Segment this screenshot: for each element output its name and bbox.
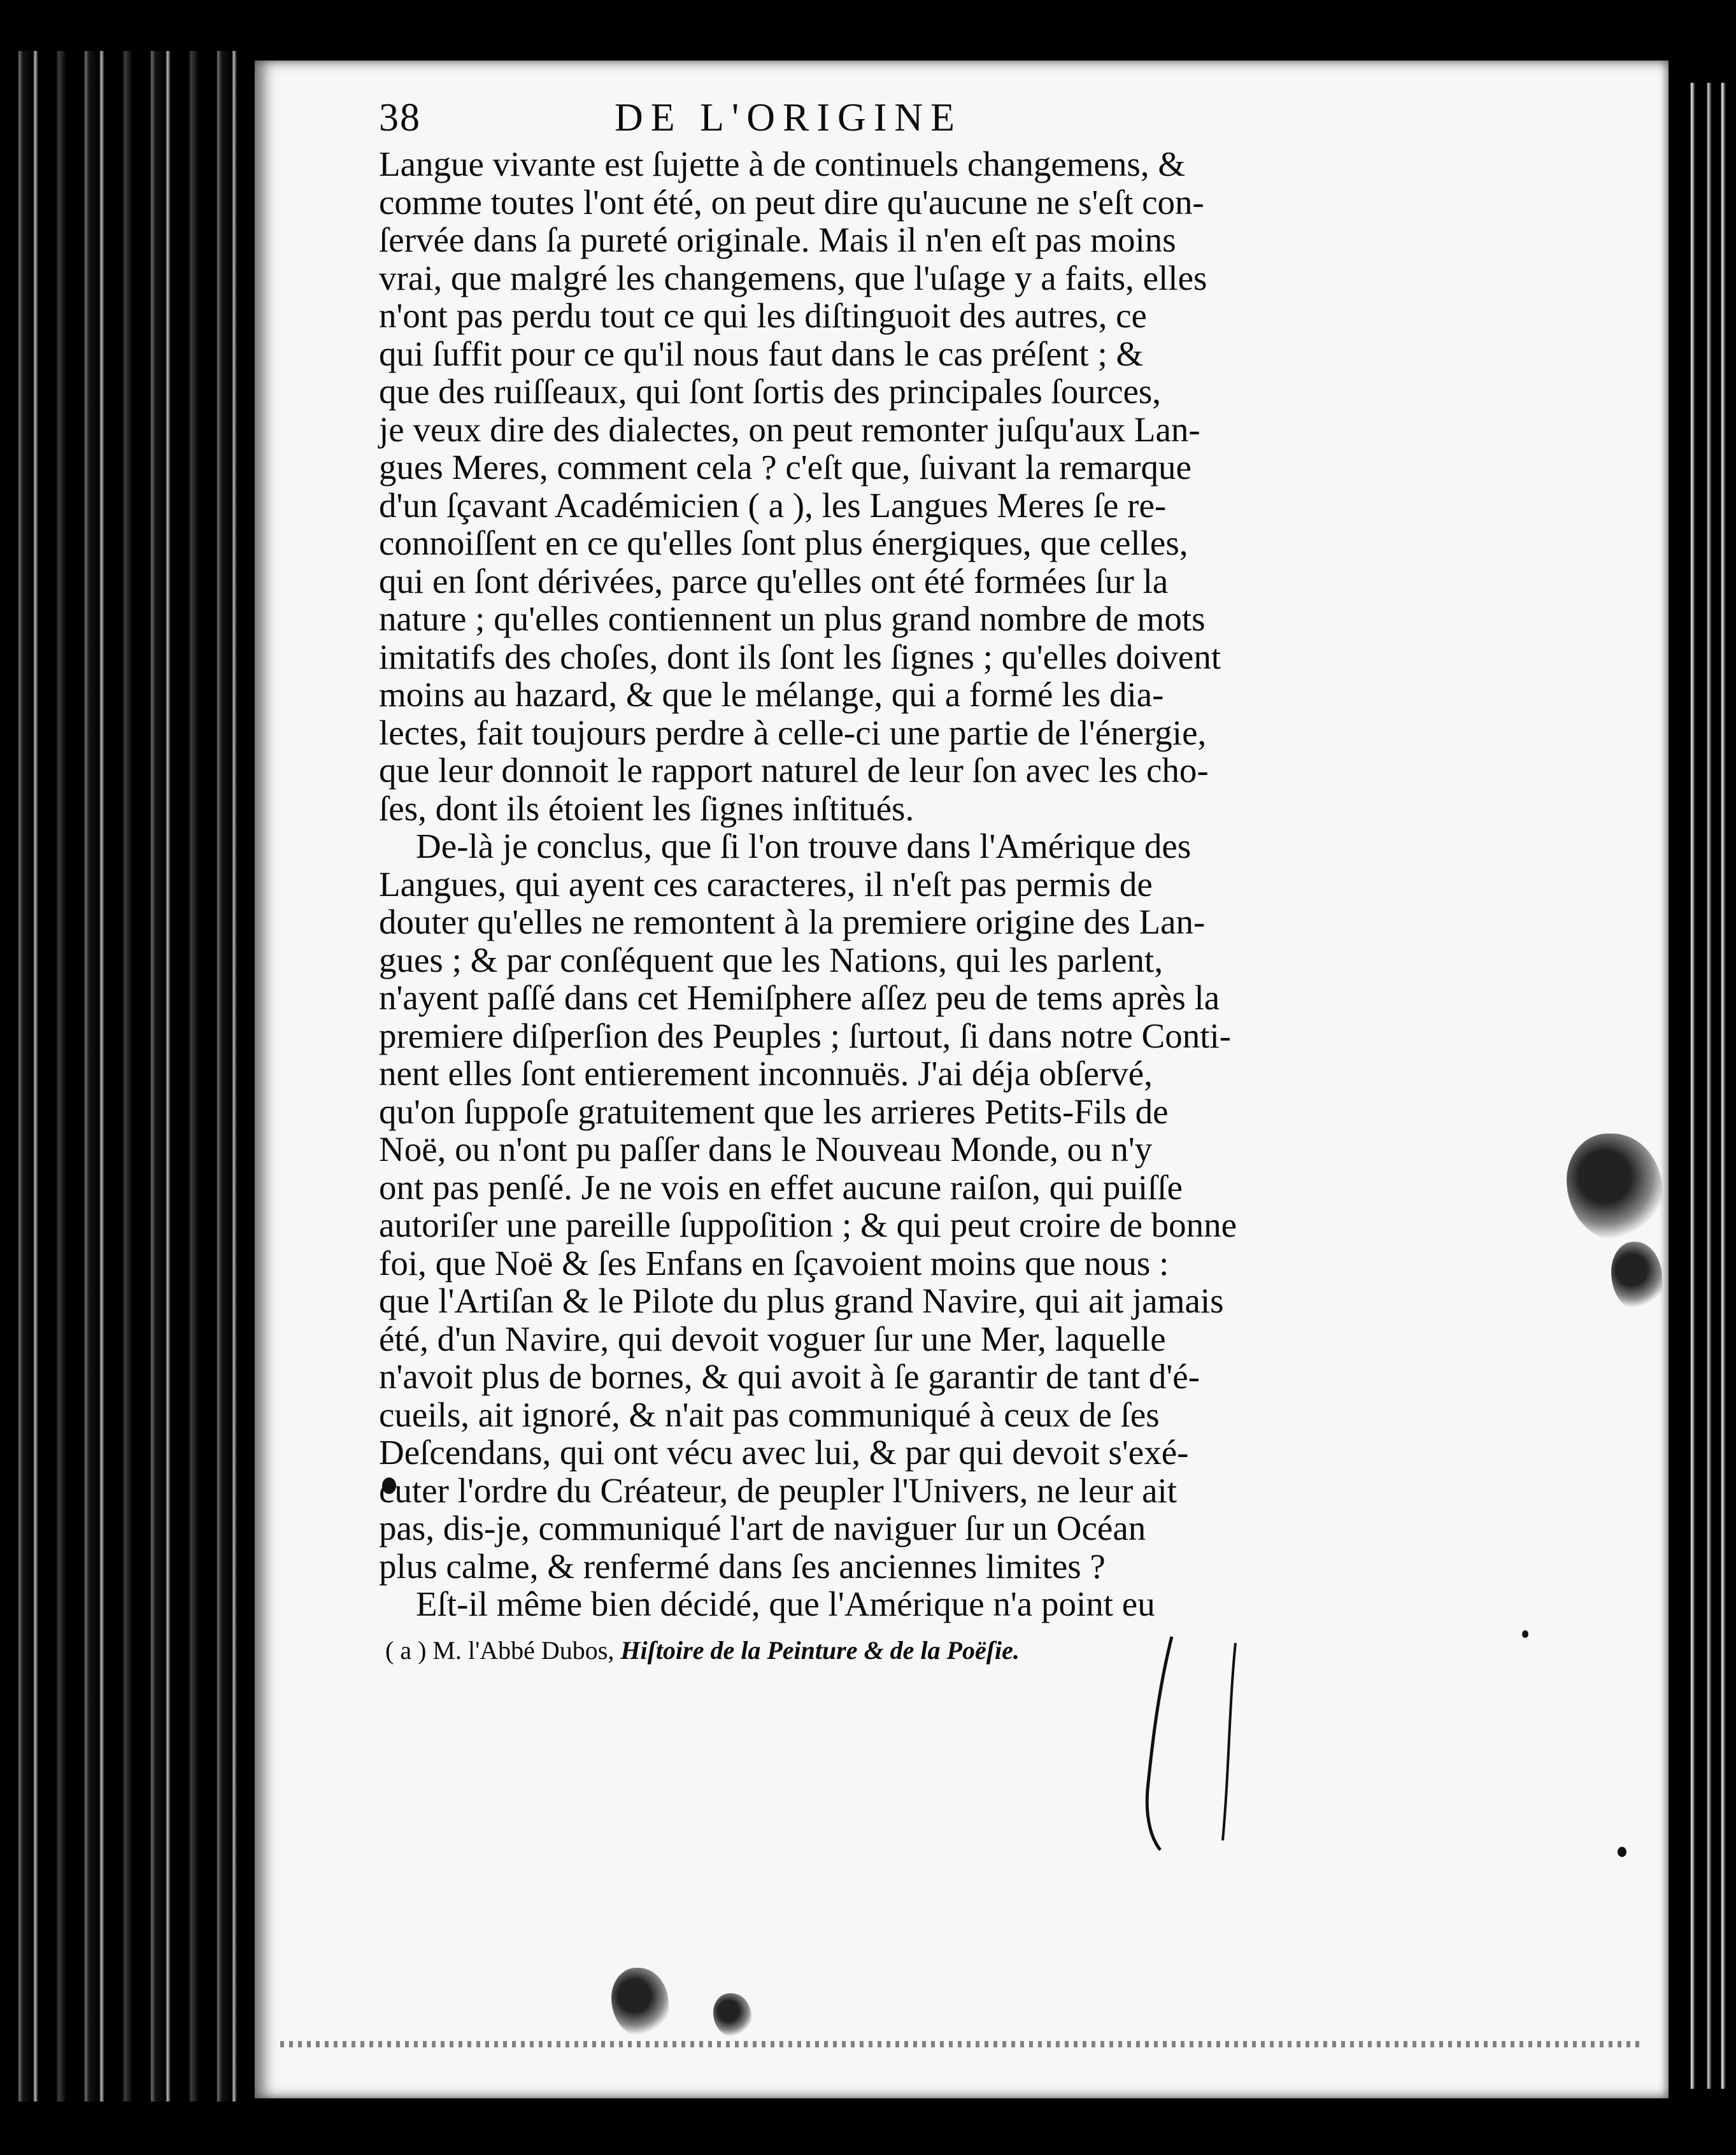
text-line: connoiſſent en ce qu'elles ſont plus énergiques, que celles, xyxy=(379,523,1188,562)
text-line: Langues, qui ayent ces caracteres, il n'eſt pas permis de xyxy=(379,864,1153,904)
paragraph-1 xyxy=(379,145,1525,827)
text-line: autoriſer une pareille ſuppoſition ; & qui peut croire de bonne xyxy=(379,1206,1237,1244)
text-line: qui en ſont dérivées, parce qu'elles ont été formées ſur la xyxy=(379,561,1169,601)
text-line: été, d'un Navire, qui devoit voguer ſur une Mer, laquelle xyxy=(379,1319,1166,1358)
text-line: Noë, ou n'ont pu paſſer dans le Nouveau Monde, ou n'y xyxy=(379,1130,1153,1169)
text-line: que des ruiſſeaux, qui ſont ſortis des principales ſources, xyxy=(379,372,1162,411)
text-line: gues Meres, comment cela ? c'eſt que, ſuivant la remarque xyxy=(379,448,1192,487)
text-line: d'un ſçavant Académicien ( a ), les Langues Meres ſe re- xyxy=(379,485,1167,525)
text-line: pas, dis-je, communiqué l'art de naviguer ſur un Océan xyxy=(379,1509,1146,1547)
text-line: De-là je conclus, que ſi l'on trouve dans l'Amérique des xyxy=(416,827,1192,865)
text-line: n'avoit plus de bornes, & qui avoit à ſe garantir de tant d'é- xyxy=(379,1357,1200,1396)
page-number: 38 xyxy=(379,96,421,139)
bottom-rule xyxy=(280,2041,1643,2047)
text-line: vrai, que malgré les changemens, que l'uſage y a faits, elles xyxy=(379,258,1207,297)
left-page-edge xyxy=(0,51,255,2102)
text-line: comme toutes l'ont été, on peut dire qu'aucune ne s'eſt con- xyxy=(379,182,1204,222)
text-line: imitatifs des choſes, dont ils ſont les ſignes ; qu'elles doivent xyxy=(379,637,1221,676)
footnote-work: Hiſtoire de la Peinture & de la Poëſie. xyxy=(620,1635,1020,1665)
ink-speck xyxy=(1618,1847,1626,1857)
text-line: je veux dire des dialectes, on peut remonter juſqu'aux Lan- xyxy=(379,409,1200,449)
text-line: n'ont pas perdu tout ce qui les diſtinguoit des autres, ce xyxy=(379,296,1147,335)
footnote-author: ( a ) M. l'Abbé Dubos, xyxy=(385,1635,615,1665)
text-line: nature ; qu'elles contiennent un plus grand nombre de mots xyxy=(379,599,1206,638)
footnote xyxy=(379,1635,1525,1667)
catchword-line: Eſt-il même bien décidé, que l'Amérique n'a point eu xyxy=(416,1584,1155,1623)
text-line: Langue vivante est ſujette à de continuels changemens, & xyxy=(379,145,1186,183)
text-line: ont pas penſé. Je ne vois en effet aucune raiſon, qui puiſſe xyxy=(379,1167,1183,1207)
text-line: moins au hazard, & que le mélange, qui a formé les dia- xyxy=(379,675,1164,714)
text-line: plus calme, & renfermé dans ſes anciennes limites ? xyxy=(379,1546,1106,1586)
text-line: lectes, fait toujours perdre à celle-ci une partie de l'énergie, xyxy=(379,713,1207,752)
text-line: Deſcendans, qui ont vécu avec lui, & par qui devoit s'exé- xyxy=(379,1433,1189,1472)
paragraph-2 xyxy=(379,827,1525,1585)
running-head xyxy=(379,96,1525,145)
text-line: n'ayent paſſé dans cet Hemiſphere aſſez peu de tems après la xyxy=(379,978,1220,1017)
text-line: douter qu'elles ne remontent à la premiere origine des Lan- xyxy=(379,902,1206,941)
text-line: gues ; & par conſéquent que les Nations, qui les parlent, xyxy=(379,940,1163,979)
text-line: qui ſuffit pour ce qu'il nous faut dans le cas préſent ; & xyxy=(379,334,1144,373)
text-line: que l'Artiſan & le Pilote du plus grand Navire, qui ait jamais xyxy=(379,1281,1224,1320)
text-line: foi, que Noë & ſes Enfans en ſçavoient moins que nous : xyxy=(379,1243,1169,1283)
right-page-edge xyxy=(1681,83,1736,2089)
text-line: ſes, dont ils étoient les ſignes inſtitués. xyxy=(379,788,914,828)
text-line: nent elles ſont entierement inconnuës. J'ai déja obſervé, xyxy=(379,1054,1153,1093)
text-line: premiere diſperſion des Peuples ; ſurtout, ſi dans notre Conti- xyxy=(379,1016,1232,1055)
text-line: cuter l'ordre du Créateur, de peupler l'Univers, ne leur ait xyxy=(379,1470,1177,1510)
text-line: que leur donnoit le rapport naturel de leur ſon avec les cho- xyxy=(379,751,1209,790)
text-line: qu'on ſuppoſe gratuitement que les arrieres Petits-Fils de xyxy=(379,1092,1169,1131)
text-line: ſervée dans ſa pureté originale. Mais il n'en eſt pas moins xyxy=(379,220,1176,259)
text-line: cueils, ait ignoré, & n'ait pas communiqué à ceux de ſes xyxy=(379,1395,1160,1434)
running-head-title: DE L'ORIGINE xyxy=(615,96,963,139)
page-text xyxy=(379,96,1525,1667)
